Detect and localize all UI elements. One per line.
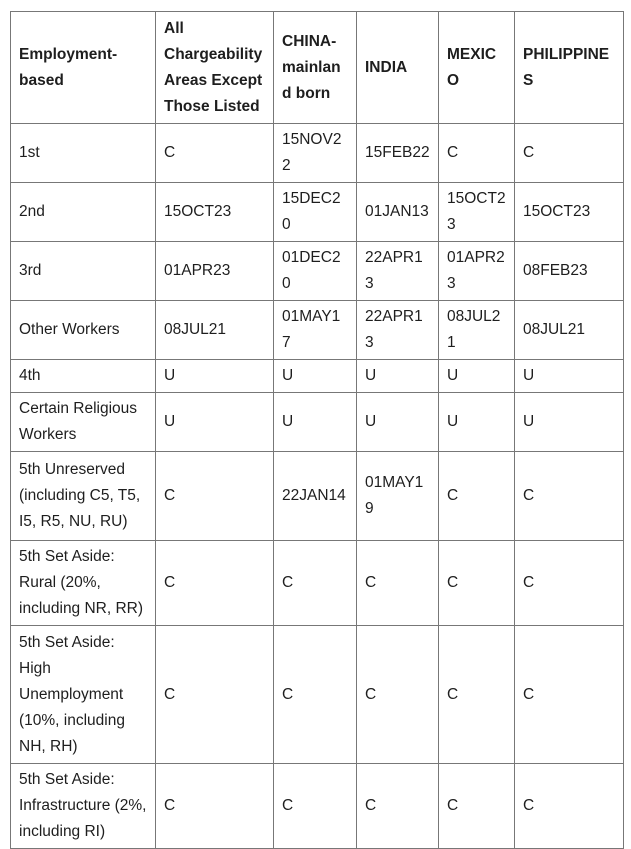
table-cell: C — [156, 626, 274, 764]
table-cell: C — [515, 124, 624, 183]
table-cell: 08FEB23 — [515, 242, 624, 301]
table-cell: U — [515, 360, 624, 393]
table-row-other-workers — [11, 301, 624, 360]
row-label: Other Workers — [11, 301, 156, 360]
table-row-2nd — [11, 183, 624, 242]
table-cell: C — [274, 764, 357, 849]
table-cell: C — [156, 124, 274, 183]
table-row-5th-set-aside-high-unemployment — [11, 626, 624, 764]
header-philippines: PHILIPPINES — [515, 12, 624, 124]
table-cell: 08JUL21 — [515, 301, 624, 360]
table-cell: 01APR23 — [439, 242, 515, 301]
employment-based-final-action-dates-table — [10, 11, 624, 849]
header-employment-based: Employment-based — [11, 12, 156, 124]
table-cell: C — [156, 452, 274, 541]
row-label: 5th Set Aside: High Unemployment (10%, including NH, RH) — [11, 626, 156, 764]
row-label: 5th Unreserved (including C5, T5, I5, R5, NU, RU) — [11, 452, 156, 541]
table-cell: C — [357, 764, 439, 849]
table-cell: 15OCT23 — [439, 183, 515, 242]
row-label: 5th Set Aside: Infrastructure (2%, including RI) — [11, 764, 156, 849]
table-cell: U — [515, 393, 624, 452]
table-cell: 01MAY19 — [357, 452, 439, 541]
table-cell: U — [439, 360, 515, 393]
table-header-row — [11, 12, 624, 124]
table-cell: 22APR13 — [357, 242, 439, 301]
table-cell: C — [357, 541, 439, 626]
row-label: 3rd — [11, 242, 156, 301]
row-label: 1st — [11, 124, 156, 183]
table-row-4th — [11, 360, 624, 393]
table-cell: U — [274, 360, 357, 393]
table-row-5th-set-aside-infrastructure — [11, 764, 624, 849]
table-cell: 01MAY17 — [274, 301, 357, 360]
table-cell: C — [439, 764, 515, 849]
table-cell: 01APR23 — [156, 242, 274, 301]
table-cell: 15OCT23 — [515, 183, 624, 242]
table-cell: 08JUL21 — [156, 301, 274, 360]
table-cell: U — [439, 393, 515, 452]
table-cell: C — [357, 626, 439, 764]
table-cell: 08JUL21 — [439, 301, 515, 360]
table-cell: 22APR13 — [357, 301, 439, 360]
table-cell: C — [439, 124, 515, 183]
table-cell: 01JAN13 — [357, 183, 439, 242]
table-cell: C — [274, 626, 357, 764]
table-cell: U — [156, 393, 274, 452]
table-cell: 15DEC20 — [274, 183, 357, 242]
row-label: Certain Religious Workers — [11, 393, 156, 452]
table-cell: C — [156, 541, 274, 626]
table-cell: C — [515, 541, 624, 626]
table-cell: 15OCT23 — [156, 183, 274, 242]
header-all-chargeability: All Chargeability Areas Except Those Listed — [156, 12, 274, 124]
row-label: 2nd — [11, 183, 156, 242]
table-row-3rd — [11, 242, 624, 301]
table-cell: C — [439, 541, 515, 626]
table-cell: 01DEC20 — [274, 242, 357, 301]
table-cell: C — [515, 452, 624, 541]
row-label: 5th Set Aside: Rural (20%, including NR, RR) — [11, 541, 156, 626]
table-cell: C — [156, 764, 274, 849]
row-label: 4th — [11, 360, 156, 393]
table-cell: C — [515, 626, 624, 764]
table-cell: 22JAN14 — [274, 452, 357, 541]
table-cell: U — [156, 360, 274, 393]
table-row-1st — [11, 124, 624, 183]
table-cell: C — [439, 626, 515, 764]
table-cell: C — [439, 452, 515, 541]
table-cell: U — [357, 393, 439, 452]
header-india: INDIA — [357, 12, 439, 124]
header-china-mainland-born: CHINA-mainland born — [274, 12, 357, 124]
table-cell: C — [274, 541, 357, 626]
table-cell: 15NOV22 — [274, 124, 357, 183]
table-row-5th-unreserved — [11, 452, 624, 541]
header-mexico: MEXICO — [439, 12, 515, 124]
table-row-certain-religious-workers — [11, 393, 624, 452]
table-cell: U — [274, 393, 357, 452]
table-cell: 15FEB22 — [357, 124, 439, 183]
table-row-5th-set-aside-rural — [11, 541, 624, 626]
table-cell: C — [515, 764, 624, 849]
table-cell: U — [357, 360, 439, 393]
